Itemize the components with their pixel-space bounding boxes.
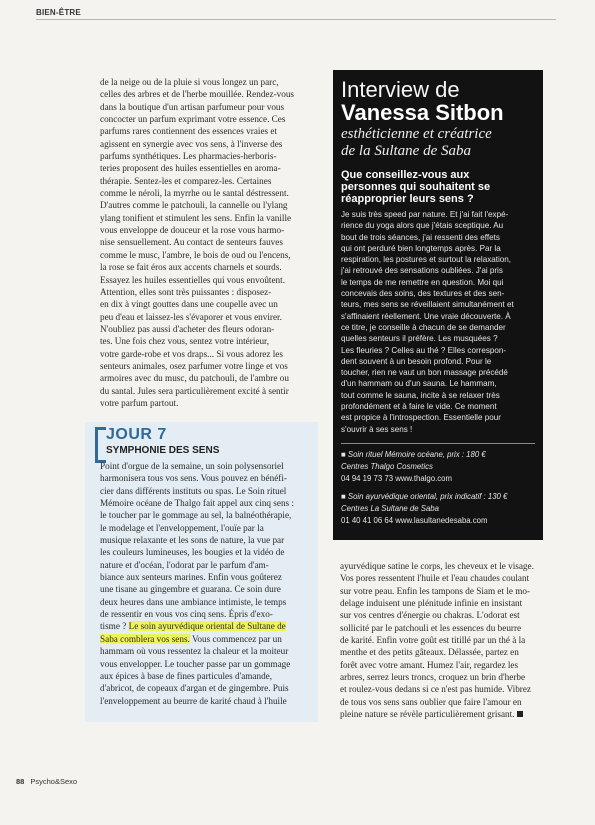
jour7-subtitle: SYMPHONIE DES SENS xyxy=(106,445,220,456)
text-line: armoires avec du musc, du patchouli, de l'ambre ou xyxy=(100,373,289,384)
bracket-decoration xyxy=(95,427,106,463)
text-line: ayurvédique satine le corps, les cheveux et le visage. xyxy=(340,561,534,571)
product-title: ■ Soin rituel Mémoire océane, prix : 180 € xyxy=(341,449,486,459)
text-line: votre parfum partout. xyxy=(100,397,179,408)
answer-line: bout de trois séances, j'ai ressenti des effets xyxy=(341,232,500,242)
text-line: une tisane au gingembre et guarana. Ce soin dure xyxy=(100,584,281,595)
product-company: Centres La Sultane de Saba xyxy=(341,503,439,513)
text-line: comme le musc, l'ambre, le bois de oud ou l'encens, xyxy=(100,249,291,260)
text-line: vous enveloppe de douceur et la rose vous harmo- xyxy=(100,225,285,236)
answer-line: quelles senteurs il préfère. Les musquées ? xyxy=(341,334,498,344)
answer-line: concevais des soins, des textures et des sen- xyxy=(341,289,505,299)
text-line: votre garde-robe et vos draps... Si vous adorez les xyxy=(100,348,283,359)
text-line: le modelage et l'enveloppement, l'ouïe par la xyxy=(100,522,264,533)
text-line: parfums synthétiques. Les pharmacies-herboris- xyxy=(100,151,277,162)
section-label: BIEN-ÊTRE xyxy=(36,8,81,17)
text-line: l'enveloppement au beurre de karité chaud à l'huile xyxy=(100,695,287,706)
text-line: Essayez les huiles essentielles qui vous envoûtent. xyxy=(100,274,285,285)
answer-line: Je suis très speed par nature. Et j'ai fait l'expé- xyxy=(341,210,509,219)
answer-line: rience du yoga alors que j'étais sceptique. Au xyxy=(341,221,504,231)
text-line: senteurs animales, osez parfumer votre linge et vos xyxy=(100,360,288,371)
product-info-sultane xyxy=(341,491,535,527)
highlighted-text: Saba comblera vos sens. xyxy=(100,633,190,644)
header-rule xyxy=(36,19,556,20)
page-number: 88 xyxy=(16,777,25,786)
answer-line: dent souvent à un besoin profond. Pour le xyxy=(341,356,492,366)
text-line: concocter un parfum exprimant votre essence. Ces xyxy=(100,114,286,125)
text-line: forêt avec votre amant. Humez l'air, regardez les xyxy=(340,659,519,670)
text-line: aux épices à base de fines particules d'amande, xyxy=(100,670,273,681)
text-line: biance aux senteurs marines. Enfin vous goûterez xyxy=(100,572,282,583)
page-footer xyxy=(16,777,77,786)
text-line: Attention, elles sont très puissantes : disposez- xyxy=(100,286,272,297)
text-line: nise sensuellement. Au contact de senteurs fauves xyxy=(100,237,283,248)
answer-line: s'affinaient réellement. Une vraie découverte. À xyxy=(341,311,511,321)
text-line: sur votre peau. Enfin les tampons de Siam et le mo- xyxy=(340,585,531,596)
text-line: dans la boutique d'un artisan parfumeur pour vous xyxy=(100,101,285,112)
text-line: nature et d'océan, l'odorat par le parfum d'am- xyxy=(100,559,269,570)
end-square-icon xyxy=(517,711,523,717)
text-fragment: pleine nature se révèle particulièrement grisant. xyxy=(340,709,515,720)
text-line: sur vos centres d'énergie ou chakras. L'odorat est xyxy=(340,610,520,621)
answer-line: qui ont perduré bien longtemps après. Par la xyxy=(341,243,501,253)
text-line: menthe et des petits gâteaux. Délassée, partez en xyxy=(340,647,519,658)
answer-line: toucher, rien ne vaut un bon massage précédé xyxy=(341,368,508,378)
text-line: thérapie. Sentez-les et comparez-les. Certaines xyxy=(100,175,272,186)
question-line: réapproprier leurs sens ? xyxy=(341,193,474,205)
text-line: de ressentir en vous vos cinq sens. Épris d'exo- xyxy=(100,609,273,620)
text-line: peu d'eau et laissez-les s'évaporer et vous envirer. xyxy=(100,311,282,322)
text-line: et roulez-vous dedans si ce n'est pas humide. Vibrez xyxy=(340,684,532,695)
jour7-text xyxy=(100,460,314,707)
highlighted-text: Le soin ayurvédique oriental de Sultane de xyxy=(128,621,286,632)
text-line: en dix à vingt gouttes dans une coupelle avec un xyxy=(100,299,278,310)
product-title: ■ Soin ayurvédique oriental, prix indicatif : 130 € xyxy=(341,491,508,501)
text-line: du santal. Jules sera particulièrement excité à sentir xyxy=(100,385,289,396)
text-line: N'oubliez pas aussi d'acheter des fleurs odoran- xyxy=(100,323,275,334)
interviewee-name: Vanessa Sitbon xyxy=(341,100,504,125)
text-fragment: Vous commencez par un xyxy=(189,633,282,644)
text-line: hammam où vous ressentez la chaleur et la moiteur xyxy=(100,646,289,657)
product-contact: 04 94 19 73 73 www.thalgo.com xyxy=(341,473,452,483)
interview-question xyxy=(341,169,535,205)
answer-line: profondément et à faire le vide. Ce moment xyxy=(341,402,497,412)
role-line: de la Sultane de Saba xyxy=(341,143,471,159)
interview-label: Interview de xyxy=(341,77,460,102)
highlighted-line xyxy=(100,633,314,645)
product-contact: 01 40 41 06 64 www.lasultanedesaba.com xyxy=(341,515,488,525)
text-line: la rose se fait éros aux accents charnels et sourds. xyxy=(100,262,282,273)
text-line: le toucher par le gommage au sel, la balnéothérapie, xyxy=(100,510,292,521)
text-line: cier dans différents instituts ou spas. Le Soin rituel xyxy=(100,485,287,496)
text-line: harmonisera tous vos sens. Vous pouvez en bénéfi- xyxy=(100,473,287,484)
text-line: D'autres comme le patchouli, la cannelle ou l'ylang xyxy=(100,200,288,211)
last-line xyxy=(340,708,547,720)
text-line: tes. Une fois chez vous, sentez votre intérieur, xyxy=(100,336,270,347)
interview-divider xyxy=(341,443,535,444)
text-line: de tous vos sens sans oublier que faire l'amour en xyxy=(340,696,522,707)
magazine-name: Psycho&Sexo xyxy=(30,777,78,786)
question-line: Que conseillez-vous aux xyxy=(341,169,470,181)
answer-line: le temps de me remettre en question. Moi qui xyxy=(341,277,504,287)
product-company: Centres Thalgo Cosmetics xyxy=(341,461,433,471)
answer-line: ce titre, je conseille à chacun de se demander xyxy=(341,322,506,332)
text-line: teries proposent des huiles essentielles en aroma- xyxy=(100,163,281,174)
answer-line: d'un hammam ou d'un sauna. Le hammam, xyxy=(341,379,497,389)
text-line: Mémoire océane de Thalgo fait appel aux cinq sens : xyxy=(100,498,294,509)
text-line: sollicité par le patchouli et les essences du beurre xyxy=(340,622,522,633)
text-line: Point d'orgue de la semaine, un soin polysensoriel xyxy=(100,461,284,471)
answer-line: tout comme le sauna, incite à se relaxer très xyxy=(341,390,500,400)
text-line: les couleurs lumineuses, les bougies et la vidéo de xyxy=(100,547,285,558)
text-line: delage induisent une plénitude infinie en insistant xyxy=(340,598,523,609)
text-fragment: tisme ? xyxy=(100,621,129,632)
text-line: celles des arbres et de l'herbe mouillée. Rendez-vous xyxy=(100,89,295,100)
answer-line: Les fleuries ? Celles au thé ? Elles correspon- xyxy=(341,345,507,355)
text-line: comme le néroli, la myrrhe ou le santal déstressent. xyxy=(100,188,289,199)
interview-sidebar xyxy=(333,70,543,540)
answer-line: respiration, les postures et surtout la relaxation, xyxy=(341,255,512,265)
text-line: musique relaxante et les sons de nature, la vue par xyxy=(100,535,285,546)
answer-line: teurs, mes sens se réveillaient simultanément et xyxy=(341,300,514,310)
text-line: parfums rares contiennent des essences vraies et xyxy=(100,126,278,137)
text-line: ylang tonifient et stimulent les sens. Enfin la vanille xyxy=(100,212,292,223)
text-line: vous envelopper. Le toucher passe par un gommage xyxy=(100,658,291,669)
right-column xyxy=(340,560,547,720)
answer-line: j'ai retrouvé des sensations oubliées. J'ai pris xyxy=(341,266,503,276)
text-line: de karité. Enfin votre goût est titillé par un thé à la xyxy=(340,635,526,646)
interview-answer xyxy=(341,209,535,435)
interviewee-role xyxy=(341,126,535,160)
jour7-title: JOUR 7 xyxy=(106,426,167,443)
question-line: personnes qui souhaitent se xyxy=(341,181,491,193)
text-line: Vos pores ressentent l'huile et l'eau chaudes coulant xyxy=(340,573,530,584)
highlighted-line xyxy=(100,620,314,632)
left-column xyxy=(100,76,318,409)
product-info-thalgo xyxy=(341,449,535,485)
answer-line: s'ouvrir à ses sens ! xyxy=(341,424,413,434)
text-line: deux heures dans une ambiance intimiste, le temps xyxy=(100,596,287,607)
answer-line: est propice à l'introspection. Essentielle pour xyxy=(341,413,501,423)
text-line: arbres, serrez leurs troncs, croquez un brin d'herbe xyxy=(340,672,526,683)
text-line: agissent en synergie avec vos sens, à l'inverse des xyxy=(100,138,283,149)
role-line: esthéticienne et créatrice xyxy=(341,126,492,142)
text-line: d'abricot, de copeaux d'argan et de gingembre. Puis xyxy=(100,683,289,694)
text-line: de la neige ou de la pluie si vous longez un parc, xyxy=(100,77,279,87)
